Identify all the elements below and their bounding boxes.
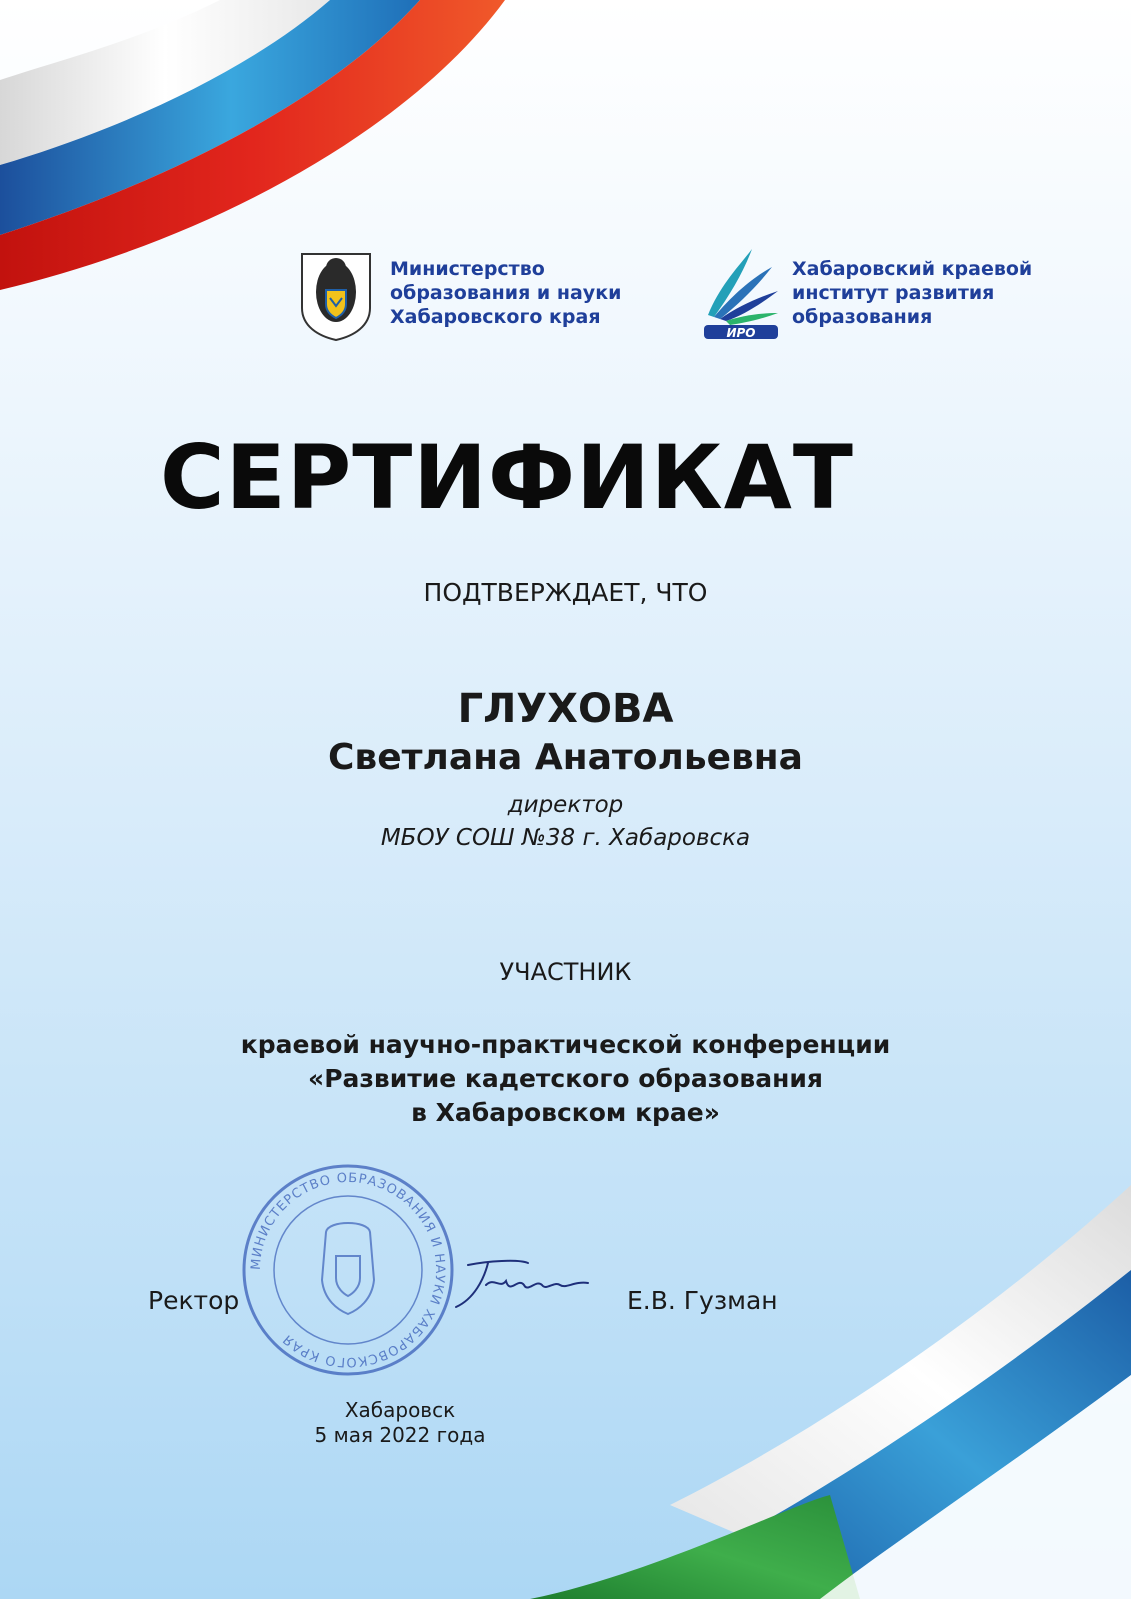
institute-logo	[700, 245, 780, 341]
institute-name-line: институт развития	[792, 282, 995, 304]
coat-of-arms-icon	[296, 250, 376, 342]
rector-label: Ректор	[148, 1286, 240, 1315]
ministry-name-line: Министерство	[390, 258, 545, 280]
ministry-logo	[296, 250, 376, 342]
recipient-surname: ГЛУХОВА	[457, 686, 674, 732]
confirms-text: ПОДТВЕРЖДАЕТ, ЧТО	[423, 578, 708, 607]
event-line: «Развитие кадетского образования	[308, 1064, 823, 1093]
participant-role: УЧАСТНИК	[499, 958, 632, 986]
recipient-position: директор	[507, 792, 624, 818]
rector-name: Е.В. Гузман	[627, 1286, 778, 1315]
iro-logo-text: ИРО	[726, 326, 756, 340]
issue-date: 5 мая 2022 года	[314, 1423, 486, 1447]
ministry-name	[390, 257, 621, 329]
institute-name	[792, 257, 1032, 329]
ministry-name-line: Хабаровского края	[390, 306, 601, 328]
event-line: в Хабаровском крае»	[411, 1098, 720, 1127]
recipient-school: МБОУ СОШ №38 г. Хабаровска	[380, 825, 751, 851]
flag-ribbon-bottom	[530, 1175, 1131, 1599]
official-stamp	[238, 1160, 458, 1380]
institute-name-line: образования	[792, 306, 933, 328]
recipient-given-names: Светлана Анатольевна	[328, 737, 803, 778]
institute-name-line: Хабаровский краевой	[792, 258, 1033, 280]
handwritten-signature	[448, 1255, 593, 1315]
svg-text:МИНИСТЕРСТВО ОБРАЗОВАНИЯ И НАУ	[249, 1171, 447, 1369]
issue-city: Хабаровск	[344, 1398, 456, 1422]
ministry-name-line: образования и науки	[390, 282, 622, 304]
iro-feather-icon	[700, 245, 780, 341]
flag-ribbon-top	[0, 0, 520, 300]
stamp-text: МИНИСТЕРСТВО ОБРАЗОВАНИЯ И НАУКИ ХАБАРОВСКОГО КРАЯ	[248, 1170, 448, 1370]
event-line: краевой научно-практической конференции	[240, 1030, 891, 1059]
certificate-title: СЕРТИФИКАТ	[160, 426, 854, 529]
